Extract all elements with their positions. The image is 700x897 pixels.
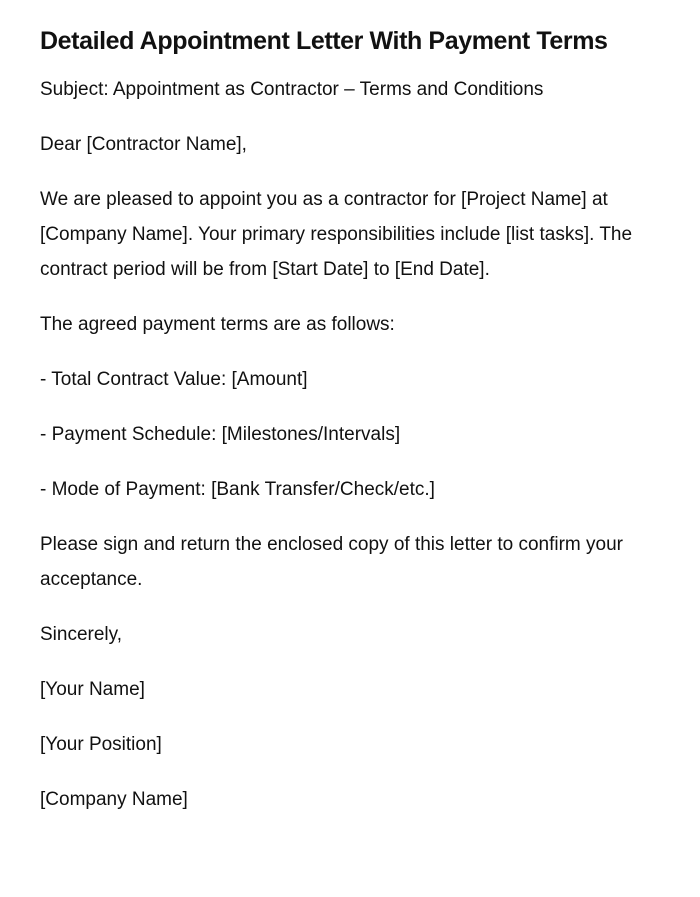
- subject-line: Subject: Appointment as Contractor – Terms and Conditions: [40, 79, 544, 100]
- signer-company: [Company Name]: [40, 789, 188, 810]
- payment-intro: The agreed payment terms are as follows:: [40, 314, 395, 335]
- body-paragraph: We are pleased to appoint you as a contractor for [Project Name] at [Company Name]. Your primary responsibilities include [list tasks]. The contract period will be from [Start Date] to [End Date].: [40, 189, 633, 280]
- closing-paragraph: Please sign and return the enclosed copy of this letter to confirm your acceptance.: [40, 534, 623, 590]
- signer-position: [Your Position]: [40, 734, 162, 755]
- payment-term-value: - Total Contract Value: [Amount]: [40, 369, 308, 390]
- payment-term-mode: - Mode of Payment: [Bank Transfer/Check/etc.]: [40, 479, 435, 500]
- payment-term-schedule: - Payment Schedule: [Milestones/Intervals]: [40, 424, 401, 445]
- document-title: Detailed Appointment Letter With Payment Terms: [40, 27, 608, 55]
- sign-off: Sincerely,: [40, 624, 123, 645]
- salutation: Dear [Contractor Name],: [40, 134, 247, 155]
- signer-name: [Your Name]: [40, 679, 145, 700]
